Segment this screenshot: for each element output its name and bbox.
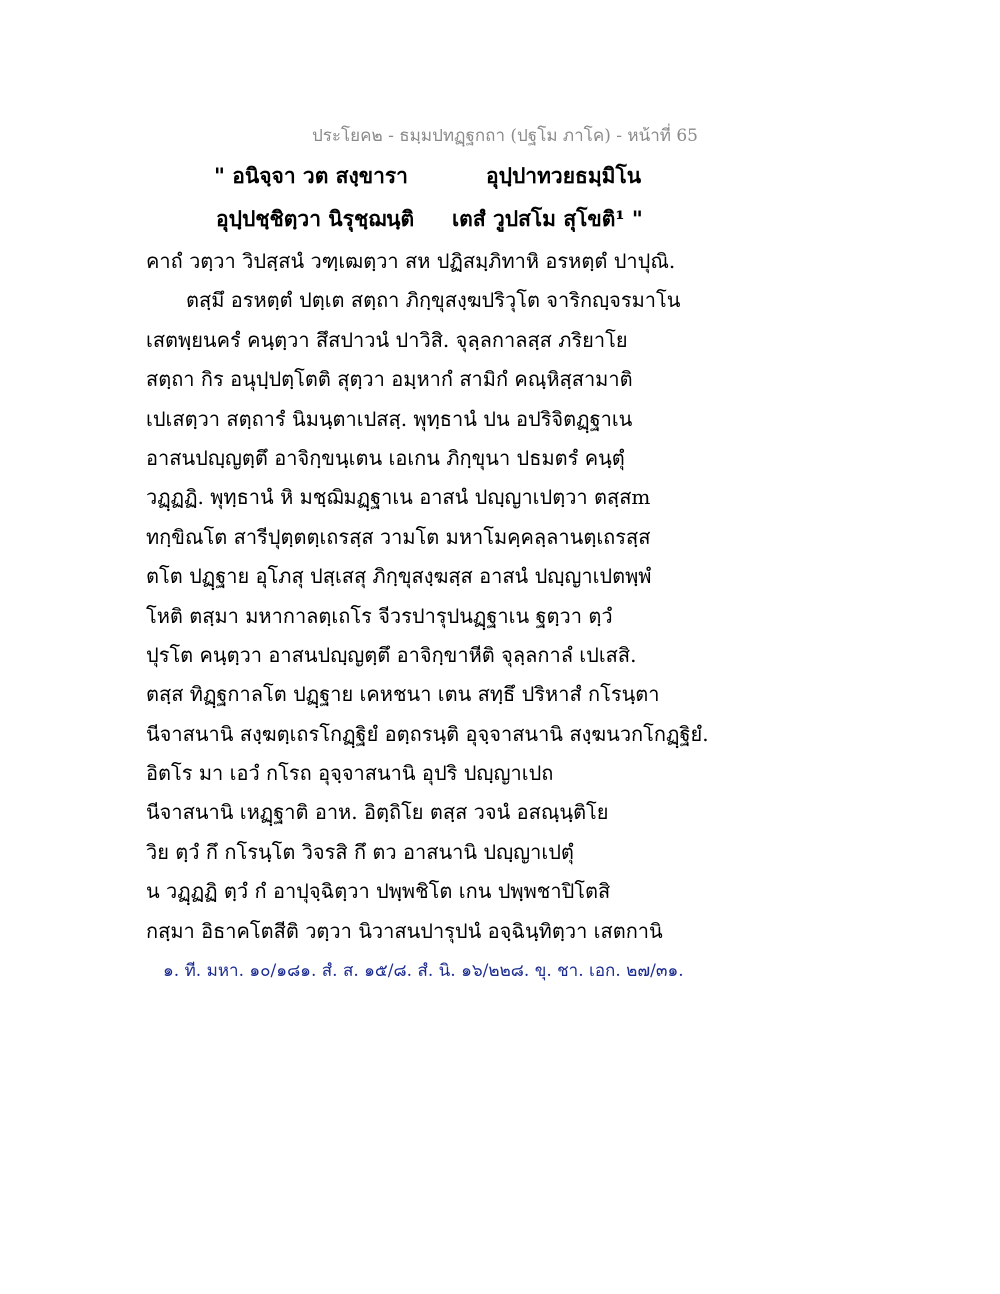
- body-line: ปุรโต คนฺตฺวา อาสนปญฺญตฺตึ อาจิกฺขาหีติ จุลฺลกาลํ เปเสสิ.: [146, 642, 637, 667]
- body-line: ทกฺขิณโต สารีปุตฺตตฺเถรสฺส วามโต มหาโมคฺคลฺลานตฺเถรสฺส: [146, 524, 651, 549]
- body-text: [146, 242, 709, 951]
- body-line: วฏฺฏฏิ. พุทฺธานํ หิ มชฺฌิมฏฺฐาเน อาสนํ ปญฺญาเปตฺวา ตสฺสm: [146, 485, 651, 510]
- verse-line-2-right: เตสํ วูปสโม สุโขติ¹ ": [452, 206, 643, 231]
- body-line: ตโต ปฏฺฐาย อุโภสุ ปสฺเสสุ ภิกฺขุสงฺฆสฺส อาสนํ ปญฺญาเปตพฺพํ: [146, 564, 652, 589]
- body-line: สตฺถา กิร อนุปฺปตฺโตติ สุตฺวา อมฺหากํ สามิกํ คณฺหิสฺสามาติ: [146, 367, 633, 392]
- footnote: ๑. ที. มหา. ๑๐/๑๘๑. สํ. ส. ๑๕/๘. สํ. นิ. ๑๖/๒๒๘. ขุ. ชา. เอก. ๒๗/๓๑.: [163, 961, 684, 981]
- running-header: ประโยค๒ - ธมฺมปทฏฺฐกถา (ปฐโม ภาโค) - หน้าที่ 65: [312, 126, 698, 146]
- body-line: น วฏฺฏฏิ ตฺวํ กํ อาปุจฺฉิตฺวา ปพฺพชิโต เกน ปพฺพชาปิโตสิ: [146, 879, 611, 904]
- body-line: นีจาสนานิ เหฏฺฐาติ อาห. อิตฺถิโย ตสฺส วจนํ อสณฺนฺติโย: [146, 800, 609, 825]
- body-line: นีจาสนานิ สงฺฆตฺเถรโกฏฺฐิยํ อตฺถรนฺติ อุจฺจาสนานิ สงฺฆนวกโกฏฺฐิยํ.: [146, 721, 709, 746]
- body-line: วิย ตฺวํ กึ กโรนฺโต วิจรสิ กึ ตว อาสนานิ ปญฺญาเปตุํ: [146, 839, 574, 864]
- body-line: โหติ ตสฺมา มหากาลตฺเถโร จีวรปารุปนฏฺฐาเน ฐตฺวา ตฺวํ: [146, 603, 613, 628]
- verse-line-1-right: อุปฺปาทวยธมฺมิโน: [486, 163, 642, 188]
- body-line: เสตพฺยนครํ คนฺตฺวา สึสปาวนํ ปาวิสิ. จุลฺลกาลสฺส ภริยาโย: [146, 327, 628, 352]
- body-line: อิตโร มา เอวํ กโรถ อุจฺจาสนานิ อุปริ ปญฺญาเปถ: [146, 761, 554, 786]
- body-line: กสฺมา อิธาคโตสีติ วตฺวา นิวาสนปารุปนํ อจฺฉินฺทิตฺวา เสตกานิ: [146, 918, 663, 943]
- body-line: อาสนปญฺญตฺตึ อาจิกฺขนฺเตน เอเกน ภิกฺขุนา ปธมตรํ คนฺตุํ: [146, 445, 625, 470]
- body-line: ตสฺมึ อรหตฺตํ ปตฺเต สตฺถา ภิกฺขุสงฺฆปริวุโต จาริกญฺจรมาโน: [186, 288, 681, 313]
- body-line: คาถํ วตฺวา วิปสฺสนํ วฑฺเฒตฺวา สห ปฏิสมฺภิทาหิ อรหตฺตํ ปาปุณิ.: [146, 249, 676, 273]
- verse-line-2-left: อุปฺปชฺชิตฺวา นิรุชฺฌนฺติ: [216, 206, 415, 231]
- body-line: ตสฺส ทิฏฺฐกาลโต ปฏฺฐาย เคหชนา เตน สทฺธึ ปริหาสํ กโรนฺตา: [146, 682, 660, 707]
- verse-line-1-left: " อนิจฺจา วต สงฺขารา: [214, 163, 408, 188]
- body-line: เปเสตฺวา สตฺถารํ นิมนฺตาเปสสฺ. พุทฺธานํ ปน อปริจิตฏฺฐาเน: [146, 406, 633, 431]
